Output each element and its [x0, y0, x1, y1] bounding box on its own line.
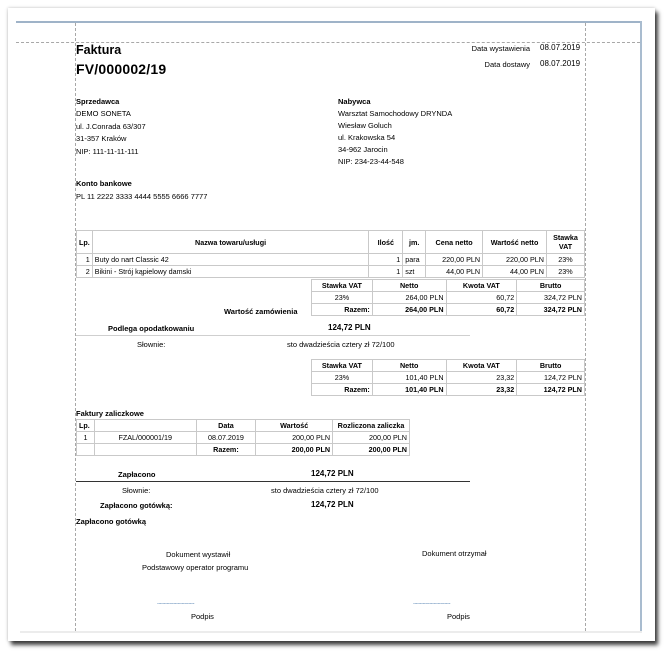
signature-line-issuer: ............................................... [157, 600, 195, 606]
vat-amount: 23,32 [446, 372, 517, 384]
issued-label: Dokument wystawił [166, 550, 231, 559]
paid-amount: 124,72 PLN [311, 469, 354, 478]
empty-cell [77, 444, 95, 456]
vat-net: 264,00 PLN [372, 292, 446, 304]
col-lp: Lp. [77, 231, 93, 254]
empty-cell [94, 444, 196, 456]
item-lp: 1 [77, 254, 93, 266]
order-value-label: Wartość zamówienia [224, 307, 298, 316]
seller-street: ul. J.Conrada 63/307 [76, 122, 146, 131]
col-gross: Brutto [517, 360, 585, 372]
item-name: Bikini - Strój kąpielowy damski [92, 266, 369, 278]
document-title: Faktura [76, 43, 122, 57]
paid-cash-amount: 124,72 PLN [311, 500, 354, 509]
buyer-company: Warsztat Samochodowy DRYNDA [338, 109, 453, 118]
advance-invoices-heading: Faktury zaliczkowe [76, 409, 144, 418]
col-gross: Brutto [517, 280, 585, 292]
advance-settled: 200,00 PLN [333, 432, 410, 444]
taxable-label: Podlega opodatkowaniu [108, 324, 195, 333]
total-gross: 124,72 PLN [517, 384, 585, 396]
issued-by: Podstawowy operator programu [142, 563, 249, 572]
buyer-city: 34-962 Jarocin [338, 145, 388, 154]
paid-cash-label: Zapłacono gotówką: [100, 501, 173, 510]
total-vat: 60,72 [446, 304, 517, 316]
advance-invoices-table [76, 419, 410, 456]
buyer-person: Wiesław Goluch [338, 121, 392, 130]
delivery-date-value: 08.07.2019 [540, 59, 581, 68]
buyer-nip: NIP: 234-23-44-548 [338, 157, 404, 166]
signature-label-receiver: Podpis [447, 612, 470, 621]
col-vat: Stawka VAT [546, 231, 584, 254]
issue-date-label: Data wystawienia [471, 44, 530, 53]
taxable-vat-table [311, 359, 585, 396]
item-name: Buty do nart Classic 42 [92, 254, 369, 266]
vat-amount: 60,72 [446, 292, 517, 304]
seller-heading: Sprzedawca [76, 97, 120, 106]
item-price: 44,00 PLN [426, 266, 483, 278]
total-row [77, 444, 410, 456]
margin-guide-right [585, 23, 586, 631]
vat-net: 101,40 PLN [372, 372, 446, 384]
table-row [77, 254, 585, 266]
buyer-street: ul. Krakowska 54 [338, 133, 396, 142]
taxable-words-label: Słownie: [137, 340, 166, 349]
item-price: 220,00 PLN [426, 254, 483, 266]
total-row [312, 304, 585, 316]
col-value: Wartość [256, 420, 333, 432]
table-row [312, 292, 585, 304]
col-name: Nazwa towaru/usługi [92, 231, 369, 254]
total-label: Razem: [312, 384, 373, 396]
paid-label: Zapłacono [118, 470, 156, 479]
advance-number: FZAL/000001/19 [94, 432, 196, 444]
seller-nip: NIP: 111-11-11-111 [76, 147, 139, 156]
advance-header-row [77, 420, 410, 432]
paid-words-label: Słownie: [122, 486, 151, 495]
payment-method: Zapłacono gotówką [76, 517, 147, 526]
col-value: Wartość netto [483, 231, 547, 254]
col-vat-amount: Kwota VAT [446, 360, 517, 372]
vat-rate: 23% [312, 372, 373, 384]
total-label: Razem: [312, 304, 373, 316]
order-vat-table [311, 279, 585, 316]
item-unit: szt [403, 266, 426, 278]
col-vat-amount: Kwota VAT [446, 280, 517, 292]
advance-lp: 1 [77, 432, 95, 444]
vat-rate: 23% [312, 292, 373, 304]
item-qty: 1 [369, 266, 403, 278]
total-net: 101,40 PLN [372, 384, 446, 396]
received-label: Dokument otrzymał [422, 549, 487, 558]
item-value: 220,00 PLN [483, 254, 547, 266]
items-table [76, 230, 585, 278]
table-row [77, 266, 585, 278]
advance-value: 200,00 PLN [256, 432, 333, 444]
page-frame-right [640, 21, 642, 631]
advance-date: 08.07.2019 [196, 432, 256, 444]
vat-gross: 124,72 PLN [517, 372, 585, 384]
col-unit: jm. [403, 231, 426, 254]
taxable-amount: 124,72 PLN [328, 323, 371, 332]
col-net: Netto [372, 360, 446, 372]
col-number [94, 420, 196, 432]
col-rate: Stawka VAT [312, 280, 373, 292]
signature-label-issuer: Podpis [191, 612, 214, 621]
total-label: Razem: [196, 444, 256, 456]
signature-line-receiver: ............................................... [413, 600, 451, 606]
col-date: Data [196, 420, 256, 432]
col-qty: Ilość [369, 231, 403, 254]
col-net: Netto [372, 280, 446, 292]
page-frame-bottom [20, 631, 642, 633]
order-vat-header-row [312, 280, 585, 292]
bank-account: PL 11 2222 3333 4444 5555 6666 7777 [76, 192, 208, 201]
total-net: 264,00 PLN [372, 304, 446, 316]
col-price: Cena netto [426, 231, 483, 254]
taxable-vat-header-row [312, 360, 585, 372]
item-vat: 23% [546, 254, 584, 266]
total-value: 200,00 PLN [256, 444, 333, 456]
total-vat: 23,32 [446, 384, 517, 396]
bank-heading: Konto bankowe [76, 179, 132, 188]
table-row [77, 432, 410, 444]
vat-gross: 324,72 PLN [517, 292, 585, 304]
paid-divider [76, 481, 470, 482]
total-gross: 324,72 PLN [517, 304, 585, 316]
paid-words: sto dwadzieścia cztery zł 72/100 [271, 486, 379, 495]
invoice-number: FV/000002/19 [76, 61, 167, 77]
items-header-row [77, 231, 585, 254]
delivery-date-label: Data dostawy [484, 60, 530, 69]
taxable-divider [76, 335, 470, 336]
taxable-words: sto dwadzieścia cztery zł 72/100 [287, 340, 395, 349]
col-rate: Stawka VAT [312, 360, 373, 372]
col-settled: Rozliczona zaliczka [333, 420, 410, 432]
page-frame-top [16, 21, 641, 23]
total-settled: 200,00 PLN [333, 444, 410, 456]
item-value: 44,00 PLN [483, 266, 547, 278]
col-lp: Lp. [77, 420, 95, 432]
total-row [312, 384, 585, 396]
seller-city: 31-357 Kraków [76, 134, 127, 143]
issue-date-value: 08.07.2019 [540, 43, 581, 52]
item-lp: 2 [77, 266, 93, 278]
item-qty: 1 [369, 254, 403, 266]
item-vat: 23% [546, 266, 584, 278]
seller-name: DEMO SONETA [76, 109, 131, 118]
item-unit: para [403, 254, 426, 266]
table-row [312, 372, 585, 384]
buyer-heading: Nabywca [338, 97, 371, 106]
